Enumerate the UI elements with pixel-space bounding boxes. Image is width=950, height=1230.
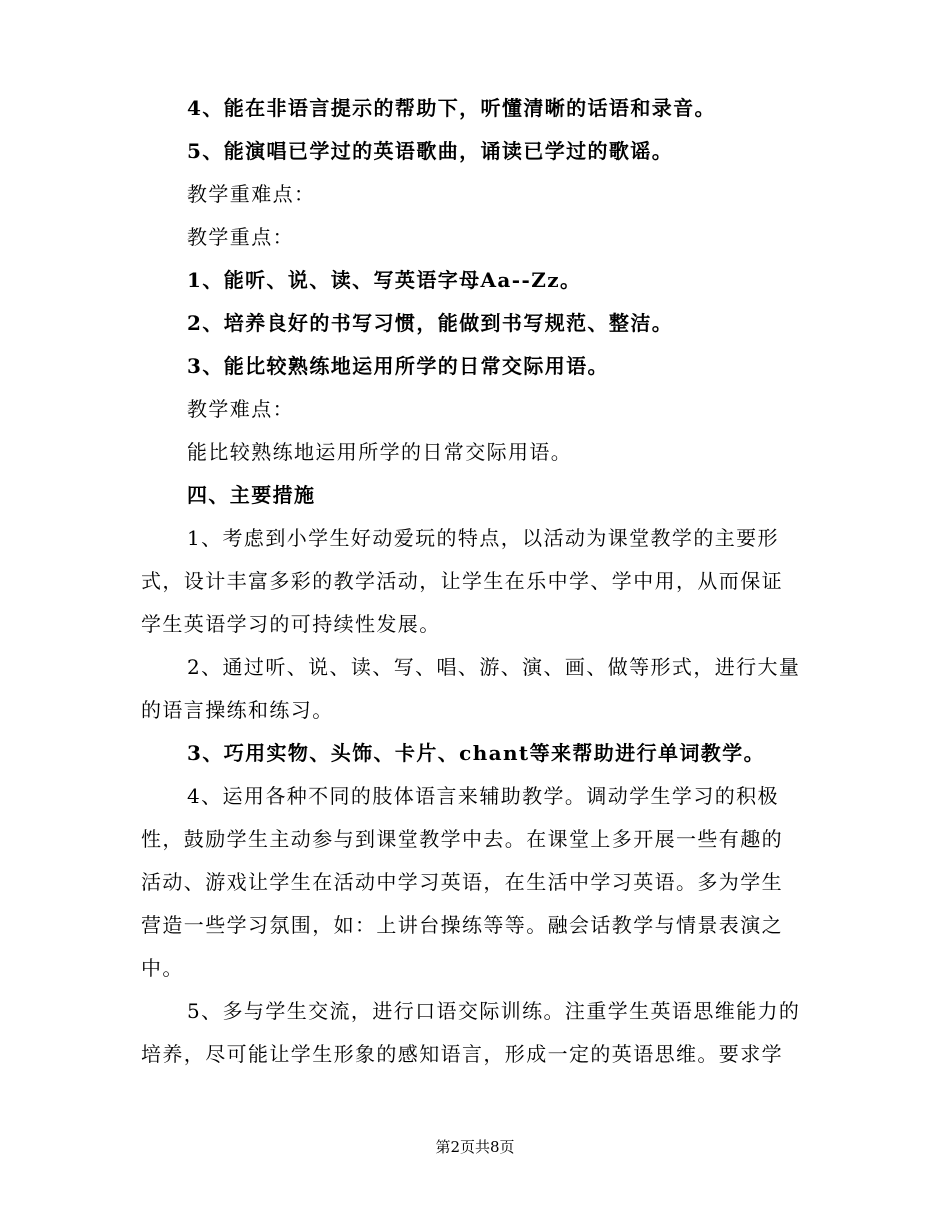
measure-1-line-3: 学生英语学习的可持续性发展。 xyxy=(141,612,441,636)
measure-4-line-5: 中。 xyxy=(141,956,184,980)
goal-item-5: 5、能演唱已学过的英语歌曲，诵读已学过的歌谣。 xyxy=(187,139,674,163)
measure-3-line-1: 3、巧用实物、头饰、卡片、chant等来帮助进行单词教学。 xyxy=(187,741,765,765)
measure-4-line-1: 4、运用各种不同的肢体语言来辅助教学。调动学生学习的积极 xyxy=(187,784,779,808)
key-point-2: 2、培养良好的书写习惯，能做到书写规范、整洁。 xyxy=(187,311,674,335)
measure-2-line-2: 的语言操练和练习。 xyxy=(141,698,334,722)
key-point-3: 3、能比较熟练地运用所学的日常交际用语。 xyxy=(187,354,609,378)
page-number-footer: 第2页共8页 xyxy=(435,1138,515,1156)
measure-1-line-2: 式，设计丰富多彩的教学活动，让学生在乐中学、学中用，从而保证 xyxy=(141,569,783,593)
difficult-point-text: 能比较熟练地运用所学的日常交际用语。 xyxy=(187,440,573,464)
goal-item-4: 4、能在非语言提示的帮助下，听懂清晰的话语和录音。 xyxy=(187,96,716,120)
key-difficult-heading: 教学重难点： xyxy=(187,182,316,206)
measure-4-line-4: 营造一些学习氛围，如：上讲台操练等等。融会话教学与情景表演之 xyxy=(141,913,783,937)
measure-5-line-1: 5、多与学生交流，进行口语交际训练。注重学生英语思维能力的 xyxy=(187,999,801,1023)
section-heading-measures: 四、主要措施 xyxy=(187,483,316,507)
key-points-heading: 教学重点： xyxy=(187,225,294,249)
measure-4-line-2: 性，鼓励学生主动参与到课堂教学中去。在课堂上多开展一些有趣的 xyxy=(141,827,783,851)
measure-1-line-1: 1、考虑到小学生好动爱玩的特点，以活动为课堂教学的主要形 xyxy=(187,526,779,550)
key-point-1: 1、能听、说、读、写英语字母Aa--Zz。 xyxy=(187,268,582,292)
measure-5-line-2: 培养，尽可能让学生形象的感知语言，形成一定的英语思维。要求学 xyxy=(141,1042,783,1066)
measure-4-line-3: 活动、游戏让学生在活动中学习英语，在生活中学习英语。多为学生 xyxy=(141,870,783,894)
difficult-points-heading: 教学难点： xyxy=(187,397,294,421)
measure-2-line-1: 2、通过听、说、读、写、唱、游、演、画、做等形式，进行大量 xyxy=(187,655,801,679)
